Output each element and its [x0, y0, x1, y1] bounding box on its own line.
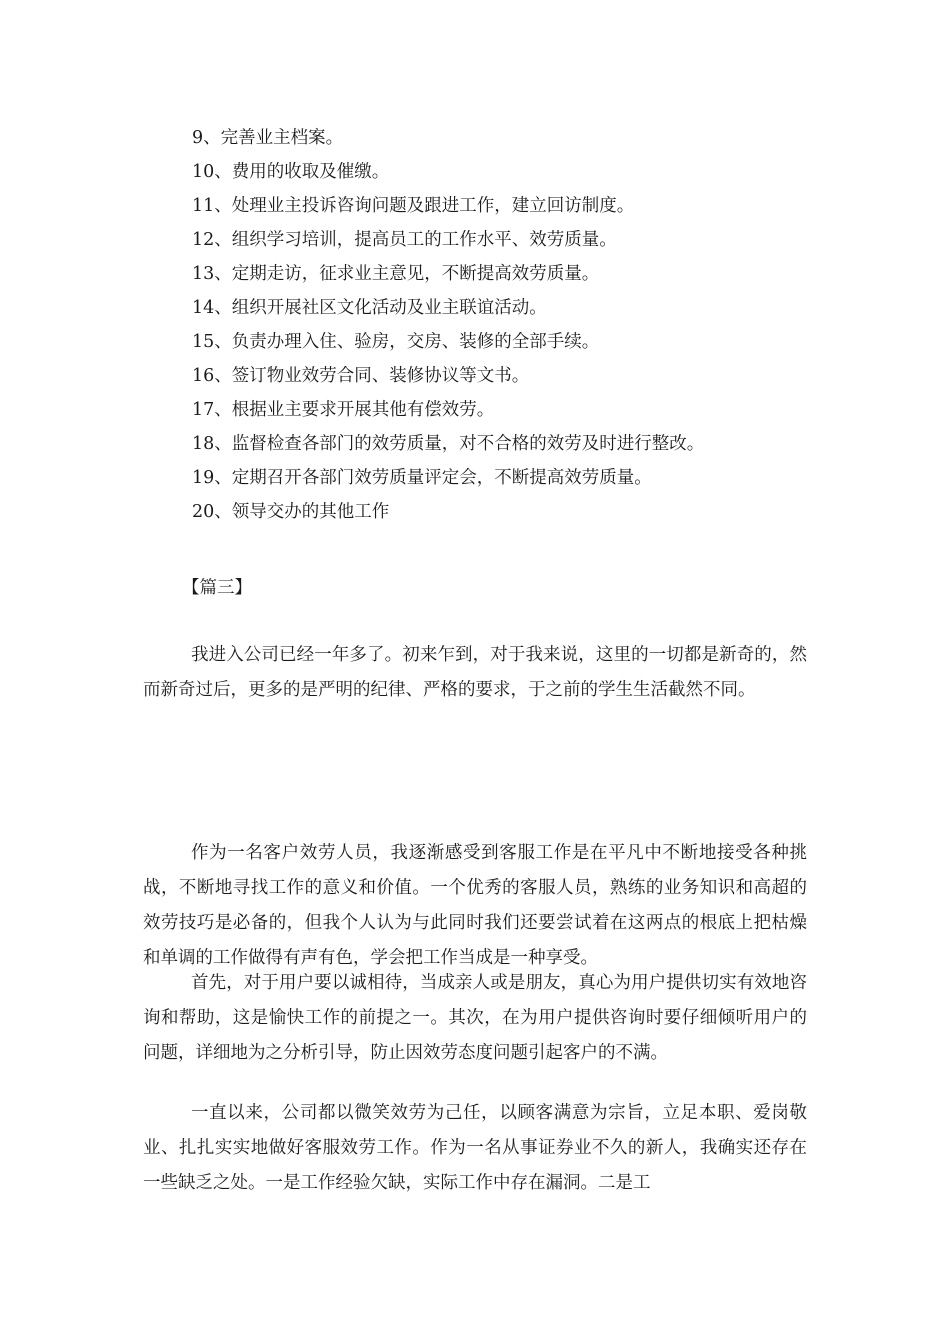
body-paragraph: 我进入公司已经一年多了。初来乍到，对于我来说，这里的一切都是新奇的，然而新奇过后，更多的是严明的纪律、严格的要求，于之前的学生生活截然不同。 [143, 645, 807, 700]
list-item: 18、监督检查各部门的效劳质量，对不合格的效劳及时进行整改。 [192, 434, 705, 454]
list-item: 20、领导交办的其他工作 [192, 502, 390, 522]
list-item: 19、定期召开各部门效劳质量评定会，不断提高效劳质量。 [192, 468, 652, 488]
body-paragraph: 一直以来，公司都以微笑效劳为己任，以顾客满意为宗旨，立足本职、爱岗敬业、扎扎实实地做好客服效劳工作。作为一名从事证券业不久的新人，我确实还存在一些缺乏之处。一是工作经验欠缺，实际工作中存在漏洞。二是工 [143, 1103, 807, 1193]
list-item: 13、定期走访，征求业主意见，不断提高效劳质量。 [192, 264, 600, 284]
body-paragraph: 首先，对于用户要以诚相待，当成亲人或是朋友，真心为用户提供切实有效地咨询和帮助，这是愉快工作的前提之一。其次，在为用户提供咨询时要仔细倾听用户的问题，详细地为之分析引导，防止因效劳态度问题引起客户的不满。 [143, 973, 807, 1063]
list-item: 12、组织学习培训，提高员工的工作水平、效劳质量。 [192, 230, 617, 250]
list-item: 14、组织开展社区文化活动及业主联谊活动。 [192, 298, 547, 318]
list-item: 15、负责办理入住、验房，交房、装修的全部手续。 [192, 332, 600, 352]
duty-list [192, 121, 812, 529]
list-item: 10、费用的收取及催缴。 [192, 162, 390, 182]
list-item: 11、处理业主投诉咨询问题及跟进工作，建立回访制度。 [192, 196, 635, 216]
list-item: 17、根据业主要求开展其他有偿效劳。 [192, 400, 495, 420]
body-paragraph: 作为一名客户效劳人员，我逐渐感受到客服工作是在平凡中不断地接受各种挑战，不断地寻找工作的意义和价值。一个优秀的客服人员，熟练的业务知识和高超的效劳技巧是必备的，但我个人认为与此同时我们还要尝试着在这两点的根底上把枯燥和单调的工作做得有声有色，学会把工作当成是一种享受。 [143, 843, 807, 968]
list-item: 9、完善业主档案。 [192, 128, 344, 148]
list-item: 16、签订物业效劳合同、装修协议等文书。 [192, 366, 530, 386]
section-heading: 【篇三】 [182, 578, 252, 598]
